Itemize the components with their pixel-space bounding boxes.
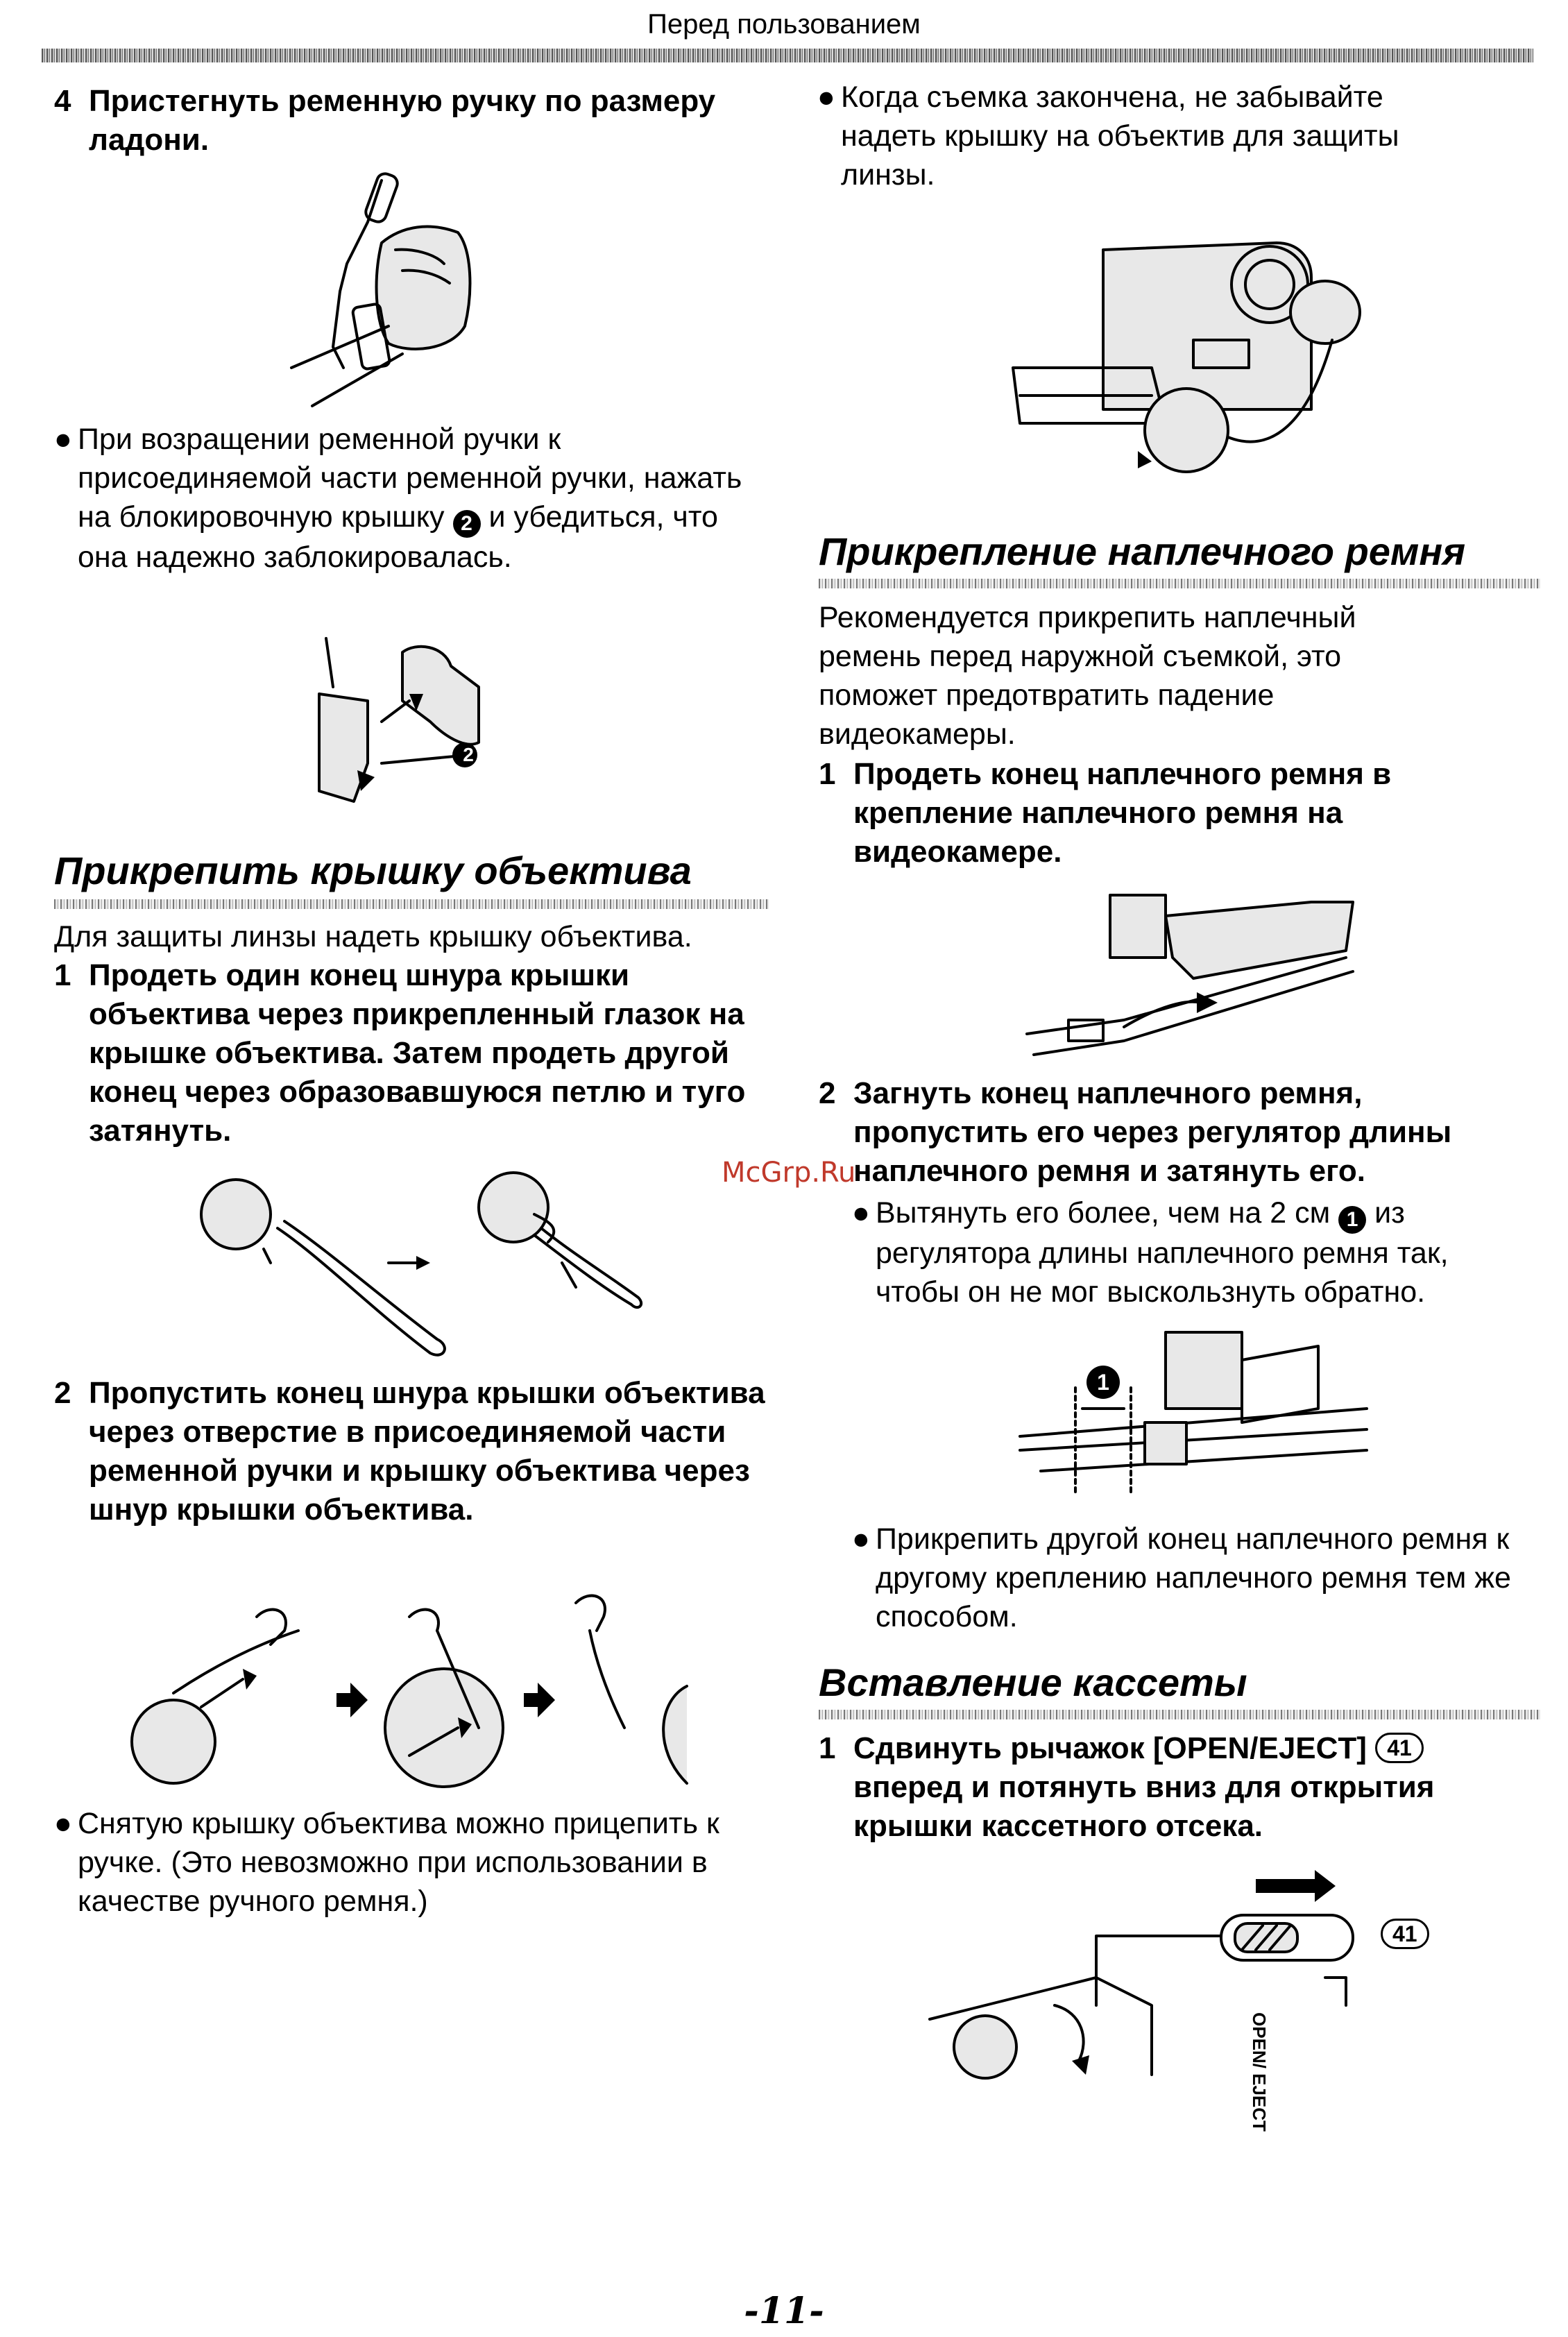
lens-cap-intro: Для защиты линзы надеть крышку объектива. [54, 920, 692, 953]
bullet-lock-text-end: и убедиться, что она надежно заблокировалась. [78, 500, 718, 574]
strap-adjuster-illustration [1020, 1332, 1381, 1499]
section-rule [819, 579, 1540, 588]
hand-strap-illustration [291, 167, 513, 416]
step-text: Продеть один конец шнура крышки объектива через прикрепленный глазок на крышке объектива. Затем продеть другой конец через образовавшуюся петлю и туго затянуть. [89, 958, 746, 1148]
lens-cap-step-2 [54, 1374, 776, 1529]
step-4-text: Пристегнуть ременную ручку по размеру ладони. [89, 84, 716, 157]
bullet-dot: ● [852, 1522, 870, 1556]
sub-bullet-text-start: Вытянуть его более, чем на 2 см [876, 1196, 1331, 1230]
step-text: Пропустить конец шнура крышки объектива через отверстие в присоединяемой части ременной ручки и крышку объектива через шнур крышки объектива. [89, 1376, 765, 1527]
figure-ref [1381, 1919, 1429, 1949]
step-number: 2 [54, 1376, 71, 1410]
lock-cover-illustration [305, 624, 486, 819]
lens-cap-section-title: Прикрепить крышку объектива [54, 849, 692, 892]
lens-cap-step-1 [54, 956, 776, 1150]
sub-bullet-text-end: из регулятора длины наплечного ремня так, чтобы он не мог выскользнуть обратно. [876, 1196, 1449, 1309]
bullet-dot: ● [54, 423, 72, 456]
shoulder-bullet-other-end [852, 1520, 1535, 1636]
open-eject-lever-illustration [930, 1867, 1429, 2075]
section-rule [819, 1710, 1540, 1719]
header-rule [42, 49, 1533, 62]
bullet-text: Снятую крышку объектива можно прицепить к ручке. (Это невозможно при использовании в качестве ручного ремня.) [78, 1807, 719, 1918]
step-number: 1 [819, 757, 836, 791]
page-header-title: Перед пользованием [647, 9, 921, 40]
length-marker: 1 [1338, 1206, 1366, 1234]
open-eject-switch-label: OPEN/ EJECT [1249, 2012, 1270, 2132]
step-text-end: вперед и потянуть вниз для открытия крышки кассетного отсека. [853, 1770, 1435, 1843]
step-4 [54, 82, 783, 160]
section-rule [54, 899, 769, 909]
cassette-step-1 [819, 1729, 1512, 1846]
bullet-lock-text-start: При возращении ременной ручки к присоединяемой части ременной ручки, нажать на блокировочную крышку [78, 423, 742, 534]
bullet-dot: ● [852, 1196, 870, 1230]
bullet-text: Когда съемка закончена, не забывайте надеть крышку на объектив для защиты линзы. [841, 80, 1399, 192]
step-4-number: 4 [54, 84, 71, 118]
bullet-text: Прикрепить другой конец наплечного ремня к другому креплению наплечного ремня тем же способом. [876, 1522, 1511, 1633]
step-number: 2 [819, 1076, 836, 1110]
lens-cap-bullet [54, 1804, 758, 1921]
lock-cover-marker: 2 [453, 510, 481, 538]
step-number: 1 [819, 1731, 836, 1765]
shoulder-step-2 [819, 1074, 1499, 1191]
shoulder-step-1 [819, 755, 1478, 872]
watermark: McGrp.Ru [722, 1157, 856, 1189]
page-number: -11- [744, 2290, 824, 2332]
shoulder-strap-section-title: Прикрепление наплечного ремня [819, 529, 1466, 573]
page-ref-badge: 41 [1375, 1733, 1424, 1763]
figure-ref-badge: 41 [1381, 1919, 1429, 1949]
bullet-lock-note [54, 420, 744, 577]
lens-cap-cord-illustration [187, 1173, 659, 1367]
bullet-dot: ● [817, 80, 835, 114]
bullet-dot: ● [54, 1807, 72, 1840]
step-text: Продеть конец наплечного ремня в крепление наплечного ремня на видеокамере. [853, 757, 1392, 869]
camcorder-lens-cap-illustration [1013, 229, 1374, 479]
shoulder-strap-intro: Рекомендуется прикрепить наплечный ремень перед наружной съемкой, это поможет предотвратить падение видеокамеры. [819, 601, 1356, 751]
step-text-start: Сдвинуть рычажок [OPEN/EJECT] [853, 1731, 1367, 1765]
strap-threading-illustration [1020, 888, 1381, 1055]
shoulder-sub-bullet [852, 1193, 1535, 1311]
lock-figure-label: 2 [463, 744, 474, 765]
cassette-section-title: Вставление кассеты [819, 1660, 1247, 1704]
cap-threading-illustration [132, 1589, 701, 1797]
bullet-close-lens [817, 78, 1486, 194]
adjuster-figure-label: 1 [1097, 1370, 1109, 1395]
step-text: Загнуть конец наплечного ремня, пропустить его через регулятор длины наплечного ремня и затянуть его. [853, 1076, 1452, 1188]
step-number: 1 [54, 958, 71, 992]
